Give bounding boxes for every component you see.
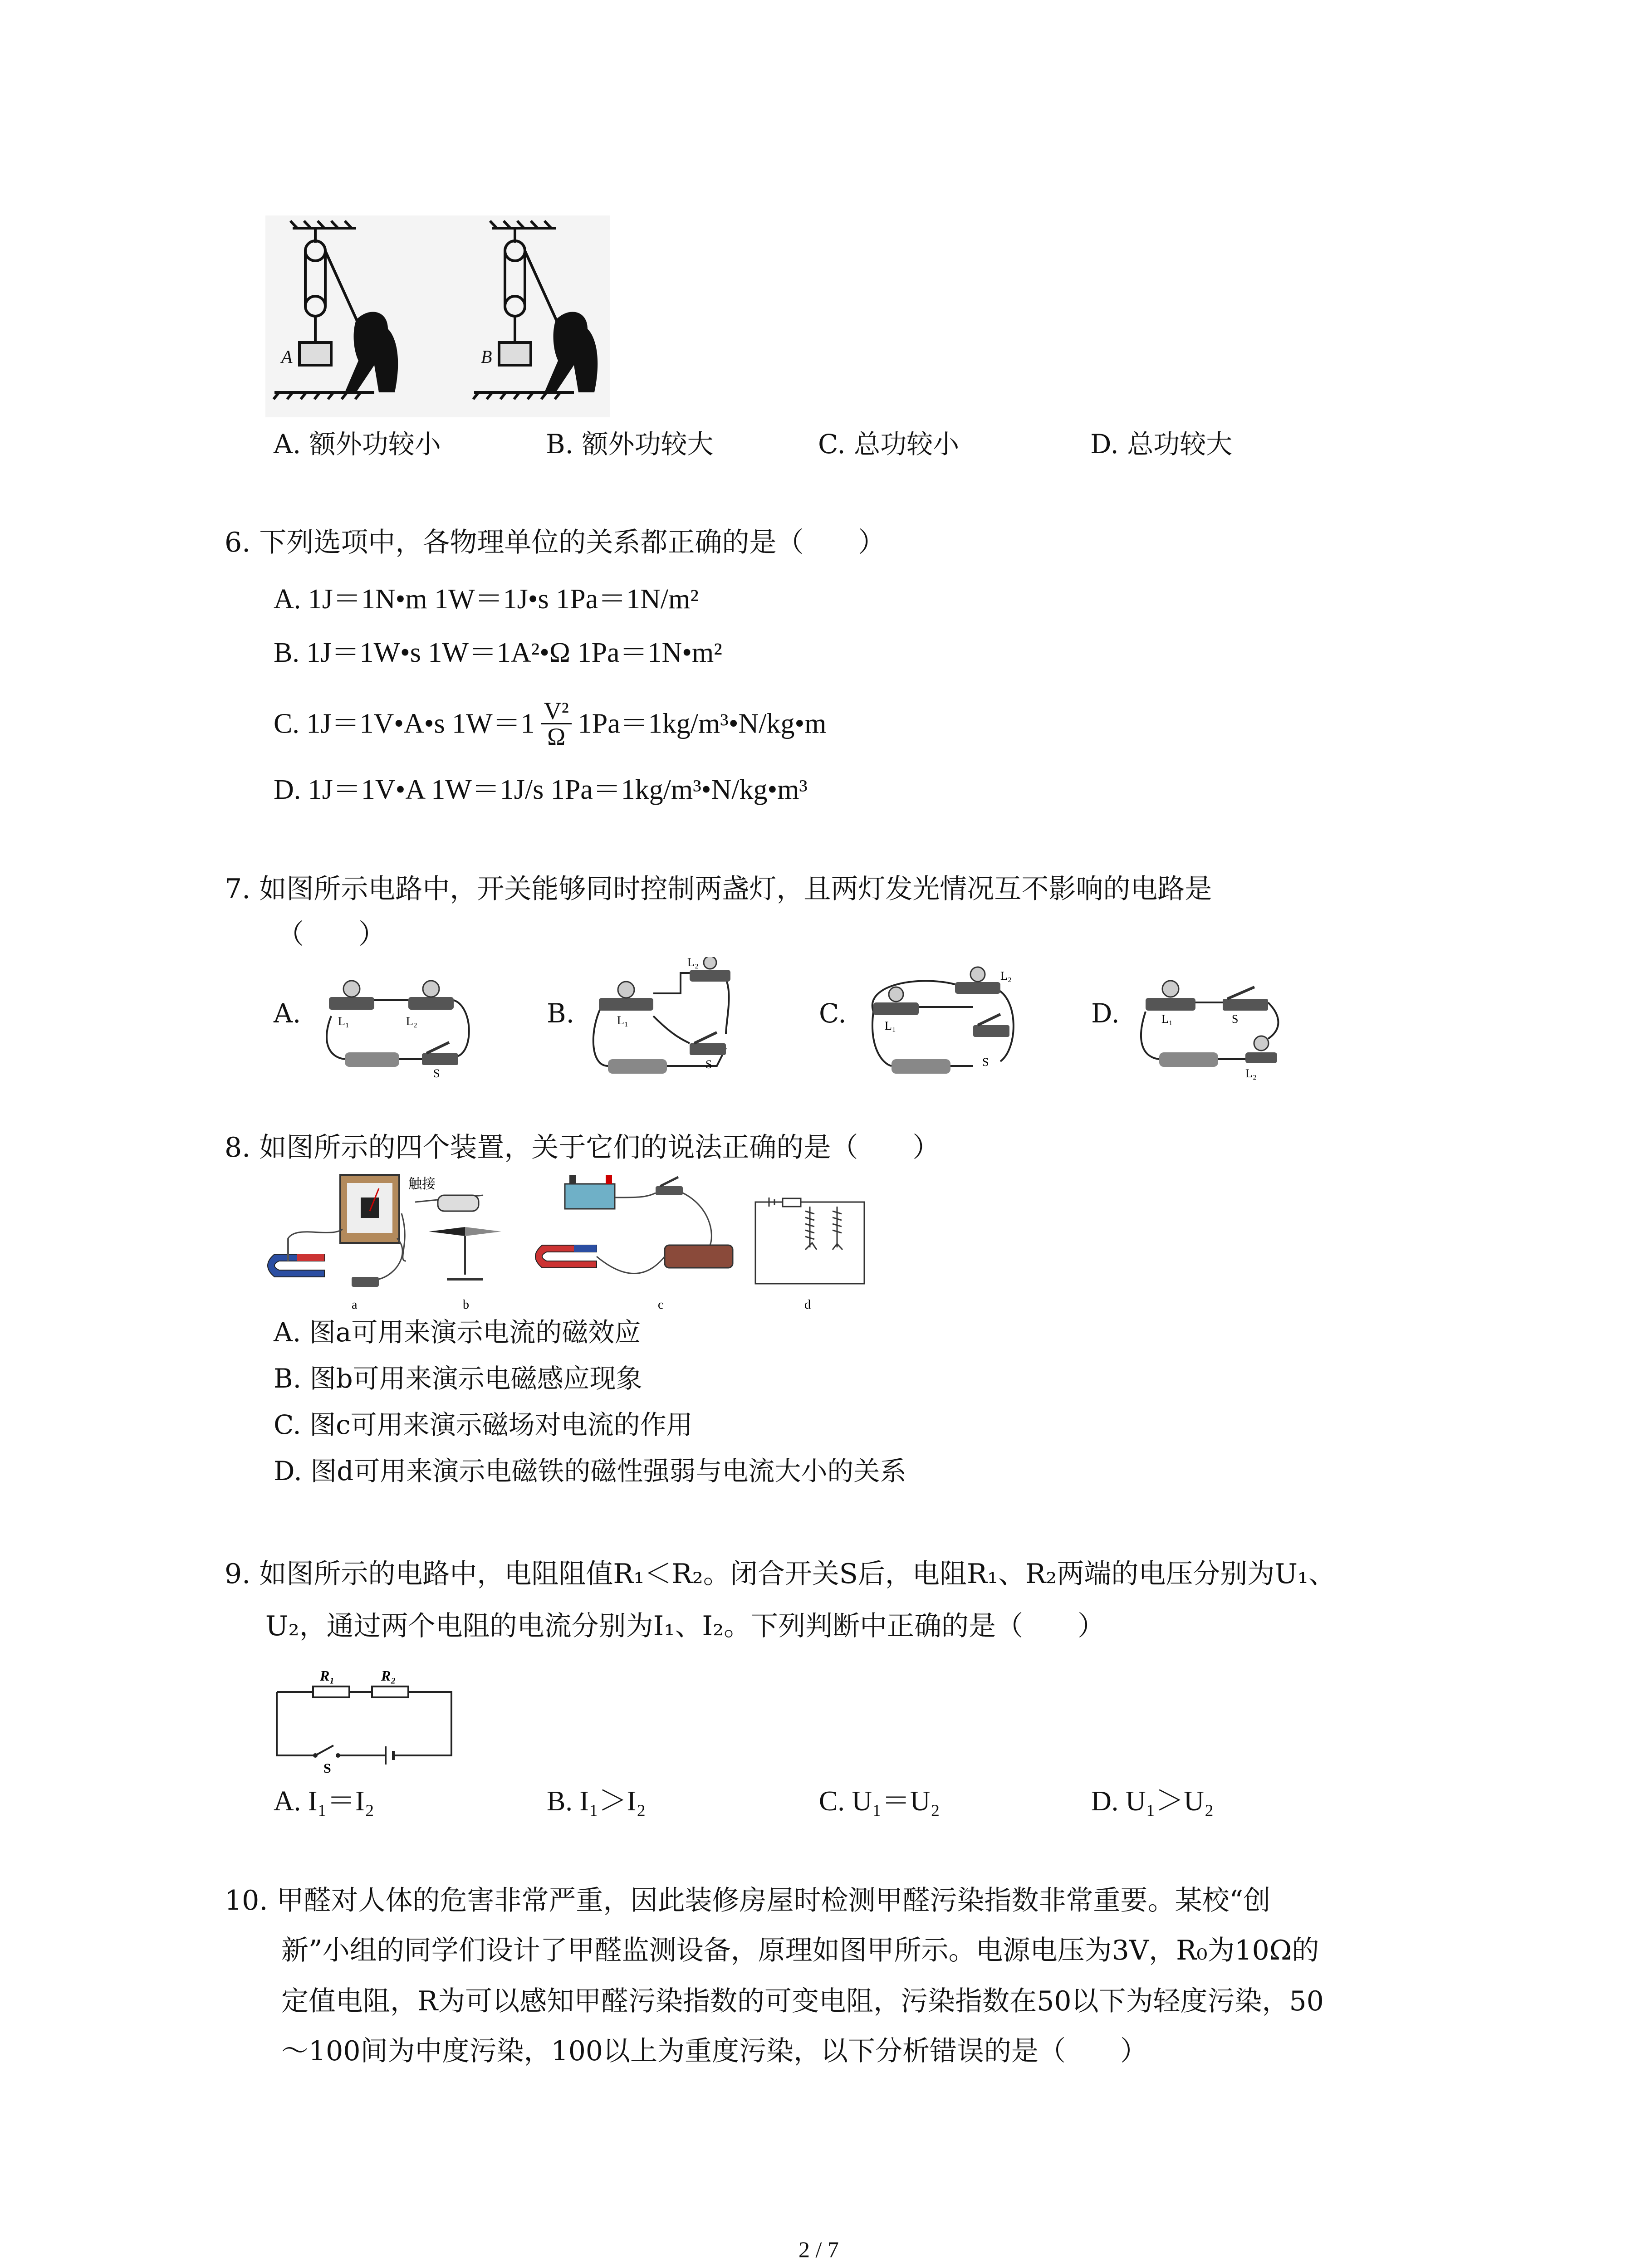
q10-line-4: ～100间为中度污染，100以上为重度污染，以下分析错误的是（ ） (281, 2035, 1148, 2067)
label-s: S (705, 1058, 712, 1071)
figure-label-b: b (463, 1298, 469, 1312)
label-r2: R₂ (381, 1667, 396, 1684)
q6-option-d[interactable]: D. 1J＝1V•A 1W＝1J/s 1Pa＝1kg/m³•N/kg•m³ (274, 774, 808, 805)
q5-option-c[interactable]: C. 总功较小 (818, 429, 960, 459)
q9-option-b[interactable]: B. I₁＞I₂ (547, 1786, 646, 1817)
figure-label-d: d (804, 1298, 811, 1312)
figure-c (535, 1175, 733, 1312)
q7-stem-line2: （ ） (277, 919, 386, 950)
q6-stem: 6. 下列选项中，各物理单位的关系都正确的是（ ） (225, 527, 886, 558)
label-l1: L₁ (338, 1015, 349, 1028)
q7-circuit-d (1136, 962, 1291, 1084)
q7-option-c[interactable]: C. (819, 998, 847, 1029)
q8-option-d[interactable]: D. 图d可用来演示电磁铁的磁性强弱与电流大小的关系 (274, 1456, 906, 1486)
q6-option-a[interactable]: A. 1J＝1N•m 1W＝1J•s 1Pa＝1N/m² (274, 584, 699, 615)
q9-circuit (270, 1665, 460, 1774)
q6-c-denominator: Ω (547, 723, 566, 750)
q8-stem: 8. 如图所示的四个装置，关于它们的说法正确的是（ ） (225, 1132, 940, 1163)
figure-d (755, 1198, 864, 1284)
figure-a (268, 1175, 402, 1312)
label-l2: L₂ (406, 1015, 417, 1028)
q10-line-2: 新”小组的同学们设计了甲醛监测设备，原理如图甲所示。电源电压为3V，R₀为10Ω的 (281, 1935, 1319, 1966)
q6-option-b[interactable]: B. 1J＝1W•s 1W＝1A²•Ω 1Pa＝1N•m² (274, 637, 722, 668)
q7-option-d[interactable]: D. (1091, 998, 1120, 1029)
q6-option-c[interactable] (274, 699, 826, 753)
q7-circuit-a (318, 966, 481, 1080)
q8-figures (261, 1170, 873, 1320)
figure-label-a: a (352, 1298, 358, 1312)
q8-option-b[interactable]: B. 图b可用来演示电磁感应现象 (274, 1363, 642, 1394)
q8-option-c[interactable]: C. 图c可用来演示磁场对电流的作用 (274, 1409, 693, 1440)
label-s: S (1232, 1012, 1239, 1026)
figure-label-b: B (481, 347, 492, 367)
q10-line-1: 10. 甲醛对人体的危害非常严重，因此装修房屋时检测甲醛污染指数非常重要。某校“创 (225, 1885, 1271, 1916)
q9-stem-line2: U₂，通过两个电阻的电流分别为I₁、I₂。下列判断中正确的是（ ） (265, 1610, 1105, 1642)
label-l2: L₂ (687, 957, 699, 969)
q7-circuit-c (864, 957, 1032, 1080)
q5-option-a[interactable]: A. 额外功较小 (274, 429, 441, 459)
label-l2: L₂ (1245, 1067, 1257, 1080)
q9-option-d[interactable]: D. U₁＞U₂ (1091, 1786, 1214, 1817)
q9-option-a[interactable]: A. I₁＝I₂ (274, 1786, 375, 1817)
label-s: S (323, 1761, 331, 1774)
q6-c-fraction (541, 699, 572, 749)
q7-option-b[interactable]: B. (547, 998, 575, 1029)
resistor-r2 (372, 1686, 408, 1697)
q6-c-suffix: 1Pa＝1kg/m³•N/kg•m (578, 708, 827, 739)
touch-label: 触接 (408, 1177, 436, 1192)
q7-option-a[interactable]: A. (274, 998, 301, 1029)
resistor-r1 (313, 1686, 349, 1697)
figure-label-a: A (281, 347, 293, 367)
page-number: 2 / 7 (798, 2237, 839, 2262)
figure-label-c: c (658, 1298, 664, 1312)
q6-c-prefix: C. 1J＝1V•A•s 1W＝1 (274, 708, 535, 739)
q7-stem-line1: 7. 如图所示电路中，开关能够同时控制两盏灯，且两灯发光情况互不影响的电路是 (225, 873, 1212, 905)
q10-line-3: 定值电阻，R为可以感知甲醛污染指数的可变电阻，污染指数在50以下为轻度污染，50 (281, 1985, 1324, 2017)
label-l2: L₂ (1000, 969, 1012, 982)
q5-option-b[interactable]: B. 额外功较大 (546, 429, 714, 459)
figure-b (402, 1177, 501, 1312)
label-l1: L₁ (617, 1014, 628, 1027)
q6-c-numerator: V² (541, 699, 572, 724)
pulley-figure (265, 215, 610, 417)
q9-stem-line1: 9. 如图所示的电路中，电阻阻值R₁＜R₂。闭合开关S后，电阻R₁、R₂两端的电压分别为U₁、 (225, 1558, 1336, 1590)
label-s: S (982, 1056, 989, 1069)
q5-options (274, 431, 1362, 463)
label-l1: L₁ (1161, 1012, 1173, 1026)
label-s: S (433, 1067, 440, 1080)
q7-circuit-b (590, 957, 753, 1080)
label-l1: L₁ (885, 1019, 896, 1032)
q5-option-d[interactable]: D. 总功较大 (1090, 429, 1233, 459)
q9-option-c[interactable]: C. U₁＝U₂ (819, 1786, 941, 1817)
label-r1: R₁ (320, 1667, 335, 1684)
q8-option-a[interactable]: A. 图a可用来演示电流的磁效应 (274, 1317, 641, 1348)
